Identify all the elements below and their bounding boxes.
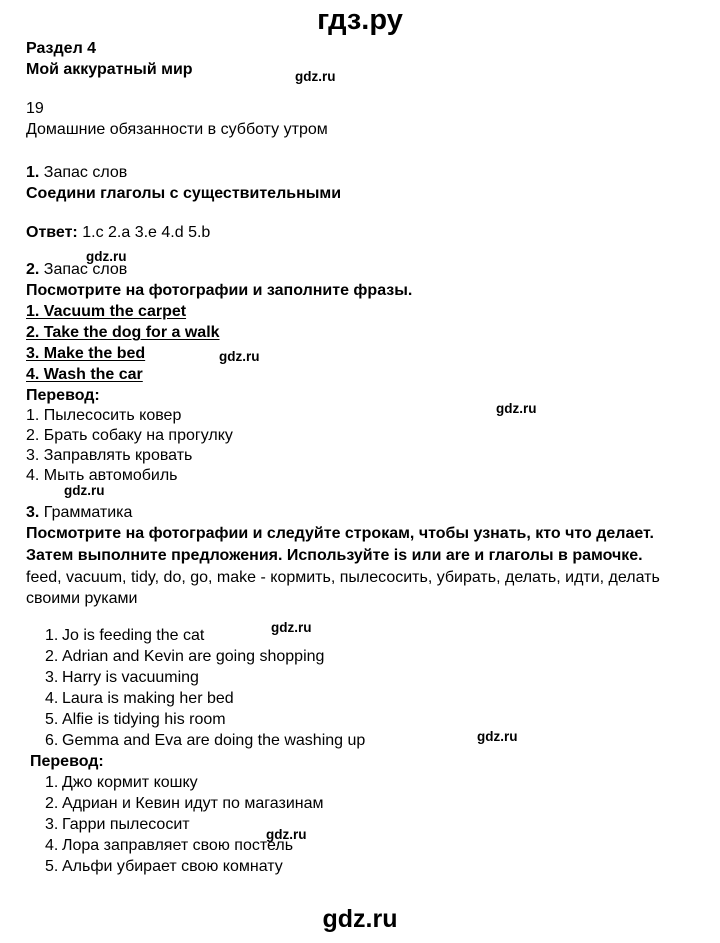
section-title <box>26 38 692 80</box>
item-number: 2. <box>45 795 59 812</box>
watermark: gdz.ru <box>266 827 307 842</box>
section-number: Раздел 4 <box>26 40 97 57</box>
item-text: Gemma and Eva are doing the washing up <box>62 732 366 749</box>
task-3-instruction: Посмотрите на фотографии и следуйте строкам, чтобы узнать, кто что делает. Затем выполните предложения. Используйте is или are и глаголы в рамочке. <box>26 525 654 564</box>
item-number: 3. <box>45 669 59 686</box>
task-2-translation-item: 1. Пылесосить ковер <box>26 407 182 424</box>
task-1-heading <box>26 162 692 183</box>
item-text: Laura is making her bed <box>62 690 234 707</box>
task-3-answer-item <box>26 625 692 646</box>
watermark: gdz.ru <box>219 349 260 364</box>
site-logo-header: гдз.ру <box>317 4 403 36</box>
task-2-answer-item: 1. Vacuum the carpet <box>26 303 187 320</box>
task-2-number: 2. <box>26 261 40 278</box>
task-1-answer <box>26 222 692 243</box>
task-3-word-box: feed, vacuum, tidy, do, go, make - кормить, пылесосить, убирать, делать, идти, делать своими руками <box>26 569 660 607</box>
section-name: Мой аккуратный мир <box>26 61 193 78</box>
task-2-instruction: Посмотрите на фотографии и заполните фразы. <box>26 282 413 299</box>
task-3-translations <box>26 772 692 877</box>
task-3-number: 3. <box>26 504 40 521</box>
task-3-answer-item <box>26 709 692 730</box>
item-text: Лора заправляет свою постель <box>62 837 294 854</box>
task-2-answer-item: 2. Take the dog for a walk <box>26 324 220 341</box>
exercise-title: Домашние обязанности в субботу утром <box>26 121 328 138</box>
item-text: Альфи убирает свою комнату <box>62 858 283 875</box>
item-text: Джо кормит кошку <box>62 774 198 791</box>
item-number: 1. <box>45 627 59 644</box>
task-2-translation-item: 2. Брать собаку на прогулку <box>26 427 233 444</box>
task-3-heading <box>26 502 692 523</box>
task-3-answer-item <box>26 688 692 709</box>
watermark: gdz.ru <box>477 729 518 744</box>
task-3-answer-item <box>26 667 692 688</box>
watermark: gdz.ru <box>271 620 312 635</box>
item-number: 2. <box>45 648 59 665</box>
item-number: 6. <box>45 732 59 749</box>
task-2-type: Запас слов <box>43 261 128 278</box>
exercise-header <box>26 98 692 140</box>
watermark: gdz.ru <box>64 483 105 498</box>
task-3-translation-item <box>26 856 692 877</box>
answer-label: Ответ: <box>26 224 78 241</box>
task-3 <box>26 502 692 609</box>
task-3-answers <box>26 625 692 751</box>
task-3-translation-item <box>26 793 692 814</box>
task-3-answer-item <box>26 646 692 667</box>
task-3-answer-item <box>26 730 692 751</box>
task-2-translation-item: 3. Заправлять кровать <box>26 447 193 464</box>
task-2-answer-item: 3. Make the bed <box>26 345 146 362</box>
answer-value: 1.c 2.a 3.e 4.d 5.b <box>82 224 211 241</box>
item-number: 5. <box>45 858 59 875</box>
task-1 <box>26 162 692 204</box>
item-text: Harry is vacuuming <box>62 669 199 686</box>
exercise-number: 19 <box>26 100 44 117</box>
watermark: gdz.ru <box>496 401 537 416</box>
task-2-translation-item: 4. Мыть автомобиль <box>26 467 178 484</box>
item-number: 4. <box>45 837 59 854</box>
watermark: gdz.ru <box>295 69 336 84</box>
item-number: 5. <box>45 711 59 728</box>
item-number: 3. <box>45 816 59 833</box>
task-2 <box>26 259 692 301</box>
task-2-answer-item: 4. Wash the car <box>26 366 143 383</box>
item-text: Adrian and Kevin are going shopping <box>62 648 325 665</box>
task-2-translation-label: Перевод: <box>26 387 100 404</box>
task-3-type: Грамматика <box>43 504 133 521</box>
task-3-translation-label: Перевод: <box>30 753 104 770</box>
item-number: 1. <box>45 774 59 791</box>
task-1-type: Запас слов <box>43 164 128 181</box>
watermark: gdz.ru <box>86 249 127 264</box>
site-logo-footer: gdz.ru <box>322 905 398 933</box>
item-text: Гарри пылесосит <box>62 816 190 833</box>
task-1-number: 1. <box>26 164 40 181</box>
item-number: 4. <box>45 690 59 707</box>
task-2-answers <box>26 301 692 385</box>
task-2-translations <box>26 406 692 486</box>
task-1-instruction: Соедини глаголы с существительными <box>26 185 342 202</box>
item-text: Адриан и Кевин идут по магазинам <box>62 795 324 812</box>
document-content <box>0 38 720 877</box>
item-text: Jo is feeding the cat <box>62 627 205 644</box>
item-text: Alfie is tidying his room <box>62 711 226 728</box>
task-3-translation-item <box>26 814 692 835</box>
task-3-translation-item <box>26 835 692 856</box>
task-3-translation-item <box>26 772 692 793</box>
